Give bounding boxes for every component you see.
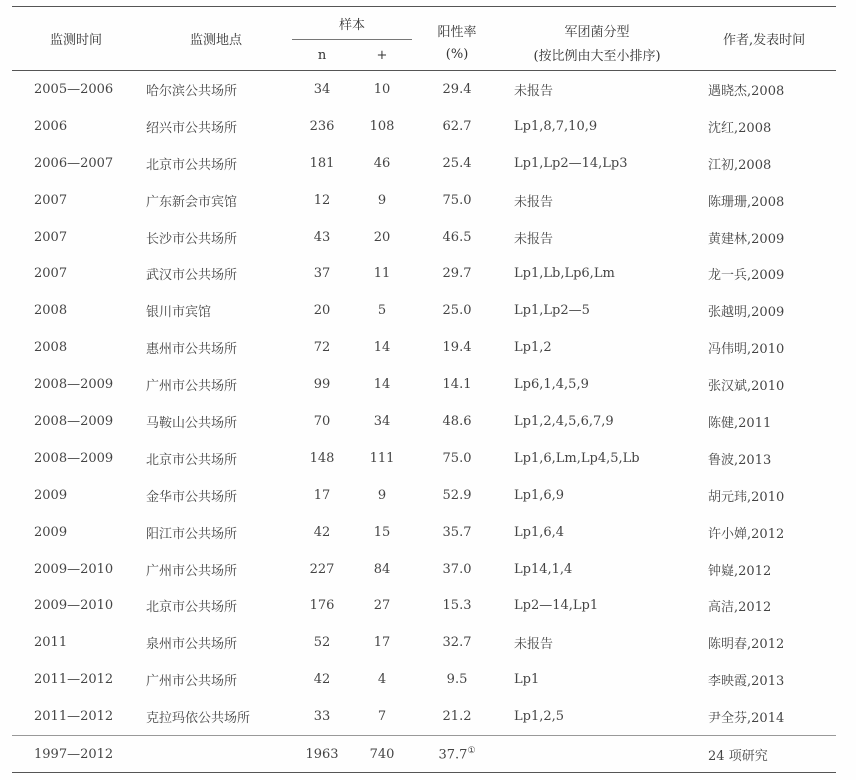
cell-place: 阳江市公共场所 <box>146 526 238 542</box>
cell-positive: 17 <box>373 635 391 651</box>
cell-author: 冯伟明,2010 <box>708 342 785 358</box>
cell-author: 鲁波,2013 <box>708 452 772 468</box>
table-row <box>12 403 836 440</box>
cell-rate: 9.5 <box>446 672 468 688</box>
cell-serotype: Lp1,Lp2—5 <box>514 303 590 319</box>
cell-author: 钟嶷,2012 <box>708 563 772 579</box>
cell-n: 34 <box>313 81 331 97</box>
cell-place: 北京市公共场所 <box>146 452 238 468</box>
cell-n: 72 <box>313 340 331 356</box>
cell-time: 2008—2009 <box>34 413 114 429</box>
cell-n: 227 <box>309 561 335 577</box>
cell-serotype: Lp1,2,5 <box>514 709 565 725</box>
cell-serotype: Lp1,6,4 <box>514 524 565 540</box>
total-rate-value: 37.7 <box>438 747 468 763</box>
total-cell-place <box>140 736 292 773</box>
cell-time: 2006 <box>34 118 68 134</box>
cell-author: 陈健,2011 <box>708 415 772 431</box>
cell-n: 99 <box>313 377 331 393</box>
cell-serotype: Lp2—14,Lp1 <box>514 598 599 614</box>
cell-place: 广州市公共场所 <box>146 563 238 579</box>
cell-rate: 35.7 <box>442 524 472 540</box>
table-row <box>12 145 836 182</box>
cell-rate: 48.6 <box>442 413 472 429</box>
cell-serotype: Lp1,6,Lm,Lp4,5,Lb <box>514 450 640 466</box>
cell-positive: 108 <box>369 118 395 134</box>
cell-rate: 32.7 <box>442 635 472 651</box>
legionella-survey-table <box>12 6 836 773</box>
cell-rate: 25.4 <box>442 155 472 171</box>
table-row <box>12 219 836 256</box>
table-row <box>12 698 836 735</box>
table-row <box>12 661 836 698</box>
cell-n: 17 <box>313 487 331 503</box>
cell-place: 金华市公共场所 <box>146 489 238 505</box>
cell-positive: 84 <box>373 561 391 577</box>
header-time: 监测时间 <box>12 7 140 71</box>
cell-positive: 46 <box>373 155 391 171</box>
cell-rate: 46.5 <box>442 229 472 245</box>
cell-positive: 9 <box>377 487 387 503</box>
cell-positive: 15 <box>373 524 391 540</box>
cell-n: 12 <box>313 192 331 208</box>
cell-positive: 10 <box>373 81 391 97</box>
table-row <box>12 477 836 514</box>
table-row <box>12 292 836 329</box>
cell-positive: 5 <box>377 303 387 319</box>
table-row <box>12 255 836 292</box>
total-cell-serotype <box>502 736 692 773</box>
cell-serotype: 未报告 <box>514 83 554 99</box>
table-body <box>12 71 836 773</box>
cell-serotype: Lp1,2,4,5,6,7,9 <box>514 413 614 429</box>
cell-author: 陈明春,2012 <box>708 637 785 653</box>
cell-rate: 19.4 <box>442 340 472 356</box>
cell-place: 绍兴市公共场所 <box>146 120 238 136</box>
cell-rate: 25.0 <box>442 303 472 319</box>
cell-serotype: Lp14,1,4 <box>514 561 573 577</box>
header-author: 作者,发表时间 <box>692 7 836 71</box>
table-row <box>12 329 836 366</box>
cell-positive: 34 <box>373 413 391 429</box>
cell-positive: 111 <box>369 450 395 466</box>
cell-place: 马鞍山公共场所 <box>146 415 238 431</box>
header-place: 监测地点 <box>140 7 292 71</box>
cell-serotype: 未报告 <box>514 194 554 210</box>
total-row <box>12 736 836 773</box>
cell-time: 2011—2012 <box>34 672 114 688</box>
cell-positive: 11 <box>373 266 391 282</box>
cell-n: 20 <box>313 303 331 319</box>
cell-author: 江初,2008 <box>708 157 772 173</box>
cell-serotype: Lp1,8,7,10,9 <box>514 118 598 134</box>
table-row <box>12 182 836 219</box>
cell-positive: 4 <box>377 672 387 688</box>
header-n: n <box>292 40 352 71</box>
cell-serotype: Lp1,6,9 <box>514 487 565 503</box>
total-cell-time: 1997—2012 <box>12 736 140 773</box>
header-serotype: 军团菌分型 <box>502 7 692 40</box>
cell-place: 广州市公共场所 <box>146 379 238 395</box>
cell-positive: 14 <box>373 377 391 393</box>
cell-rate: 62.7 <box>442 118 472 134</box>
cell-n: 42 <box>313 524 331 540</box>
cell-serotype: Lp1,Lb,Lp6,Lm <box>514 266 615 282</box>
cell-place: 北京市公共场所 <box>146 600 238 616</box>
cell-n: 33 <box>313 709 331 725</box>
total-cell-n: 1963 <box>292 736 352 773</box>
cell-author: 高洁,2012 <box>708 600 772 616</box>
cell-place: 银川市宾馆 <box>146 305 212 321</box>
cell-time: 2009—2010 <box>34 561 114 577</box>
table-row <box>12 514 836 551</box>
table-row <box>12 551 836 588</box>
cell-time: 2011 <box>34 635 68 651</box>
table-row <box>12 440 836 477</box>
cell-author: 胡元玮,2010 <box>708 489 785 505</box>
cell-author: 许小婵,2012 <box>708 526 785 542</box>
cell-time: 2009 <box>34 487 68 503</box>
cell-serotype: Lp1 <box>514 672 540 688</box>
cell-author: 陈珊珊,2008 <box>708 194 785 210</box>
table-row <box>12 624 836 661</box>
cell-author: 黄建林,2009 <box>708 231 785 247</box>
cell-rate: 21.2 <box>442 709 472 725</box>
cell-place: 惠州市公共场所 <box>146 342 238 358</box>
cell-author: 张汉斌,2010 <box>708 379 785 395</box>
cell-place: 北京市公共场所 <box>146 157 238 173</box>
cell-n: 52 <box>313 635 331 651</box>
header-serotype-note: (按比例由大至小排序) <box>502 40 692 71</box>
header-sample: 样本 <box>292 7 412 40</box>
cell-time: 2007 <box>34 192 68 208</box>
cell-n: 236 <box>309 118 335 134</box>
total-cell-positive: 740 <box>352 736 412 773</box>
cell-rate: 52.9 <box>442 487 472 503</box>
cell-place: 广东新会市宾馆 <box>146 194 238 210</box>
cell-time: 2008 <box>34 340 68 356</box>
cell-serotype: Lp6,1,4,5,9 <box>514 377 589 393</box>
cell-rate: 15.3 <box>442 598 472 614</box>
header-rate-unit: (%) <box>412 40 502 71</box>
cell-time: 2007 <box>34 229 68 245</box>
cell-author: 龙一兵,2009 <box>708 268 785 284</box>
cell-time: 2008—2009 <box>34 450 114 466</box>
cell-positive: 9 <box>377 192 387 208</box>
cell-author: 遇晓杰,2008 <box>708 83 785 99</box>
cell-positive: 14 <box>373 340 391 356</box>
cell-time: 2006—2007 <box>34 155 114 171</box>
footnote-marker: ① <box>467 745 476 756</box>
cell-positive: 27 <box>373 598 391 614</box>
cell-n: 43 <box>313 229 331 245</box>
table-row <box>12 71 836 108</box>
cell-positive: 7 <box>377 709 387 725</box>
cell-positive: 20 <box>373 229 391 245</box>
cell-time: 2008—2009 <box>34 377 114 393</box>
cell-place: 长沙市公共场所 <box>146 231 238 247</box>
cell-serotype: Lp1,2 <box>514 340 552 356</box>
cell-place: 泉州市公共场所 <box>146 637 238 653</box>
cell-n: 176 <box>309 598 335 614</box>
cell-time: 2011—2012 <box>34 709 114 725</box>
cell-place: 广州市公共场所 <box>146 674 238 690</box>
cell-n: 42 <box>313 672 331 688</box>
cell-rate: 29.4 <box>442 81 472 97</box>
cell-n: 148 <box>309 450 335 466</box>
cell-time: 2009 <box>34 524 68 540</box>
cell-time: 2008 <box>34 303 68 319</box>
cell-time: 2005—2006 <box>34 81 114 97</box>
cell-serotype: 未报告 <box>514 231 554 247</box>
table-row <box>12 587 836 624</box>
cell-place: 克拉玛依公共场所 <box>146 711 251 727</box>
cell-serotype: 未报告 <box>514 637 554 653</box>
table-row <box>12 366 836 403</box>
cell-author: 尹全芬,2014 <box>708 711 785 727</box>
cell-serotype: Lp1,Lp2—14,Lp3 <box>514 155 628 171</box>
table-header <box>12 7 836 71</box>
cell-place: 哈尔滨公共场所 <box>146 83 238 99</box>
cell-rate: 75.0 <box>442 450 472 466</box>
table-row <box>12 108 836 145</box>
cell-author: 李映霞,2013 <box>708 674 785 690</box>
cell-rate: 75.0 <box>442 192 472 208</box>
cell-rate: 14.1 <box>442 377 472 393</box>
cell-rate: 37.0 <box>442 561 472 577</box>
total-cell-author: 24 项研究 <box>692 736 836 773</box>
cell-n: 70 <box>313 413 331 429</box>
cell-n: 181 <box>309 155 335 171</box>
cell-time: 2009—2010 <box>34 598 114 614</box>
cell-rate: 29.7 <box>442 266 472 282</box>
header-rate: 阳性率 <box>412 7 502 40</box>
cell-author: 张越明,2009 <box>708 305 785 321</box>
cell-place: 武汉市公共场所 <box>146 268 238 284</box>
cell-n: 37 <box>313 266 331 282</box>
total-cell-rate <box>412 736 502 773</box>
cell-time: 2007 <box>34 266 68 282</box>
header-plus: + <box>352 40 412 71</box>
cell-author: 沈红,2008 <box>708 120 772 136</box>
